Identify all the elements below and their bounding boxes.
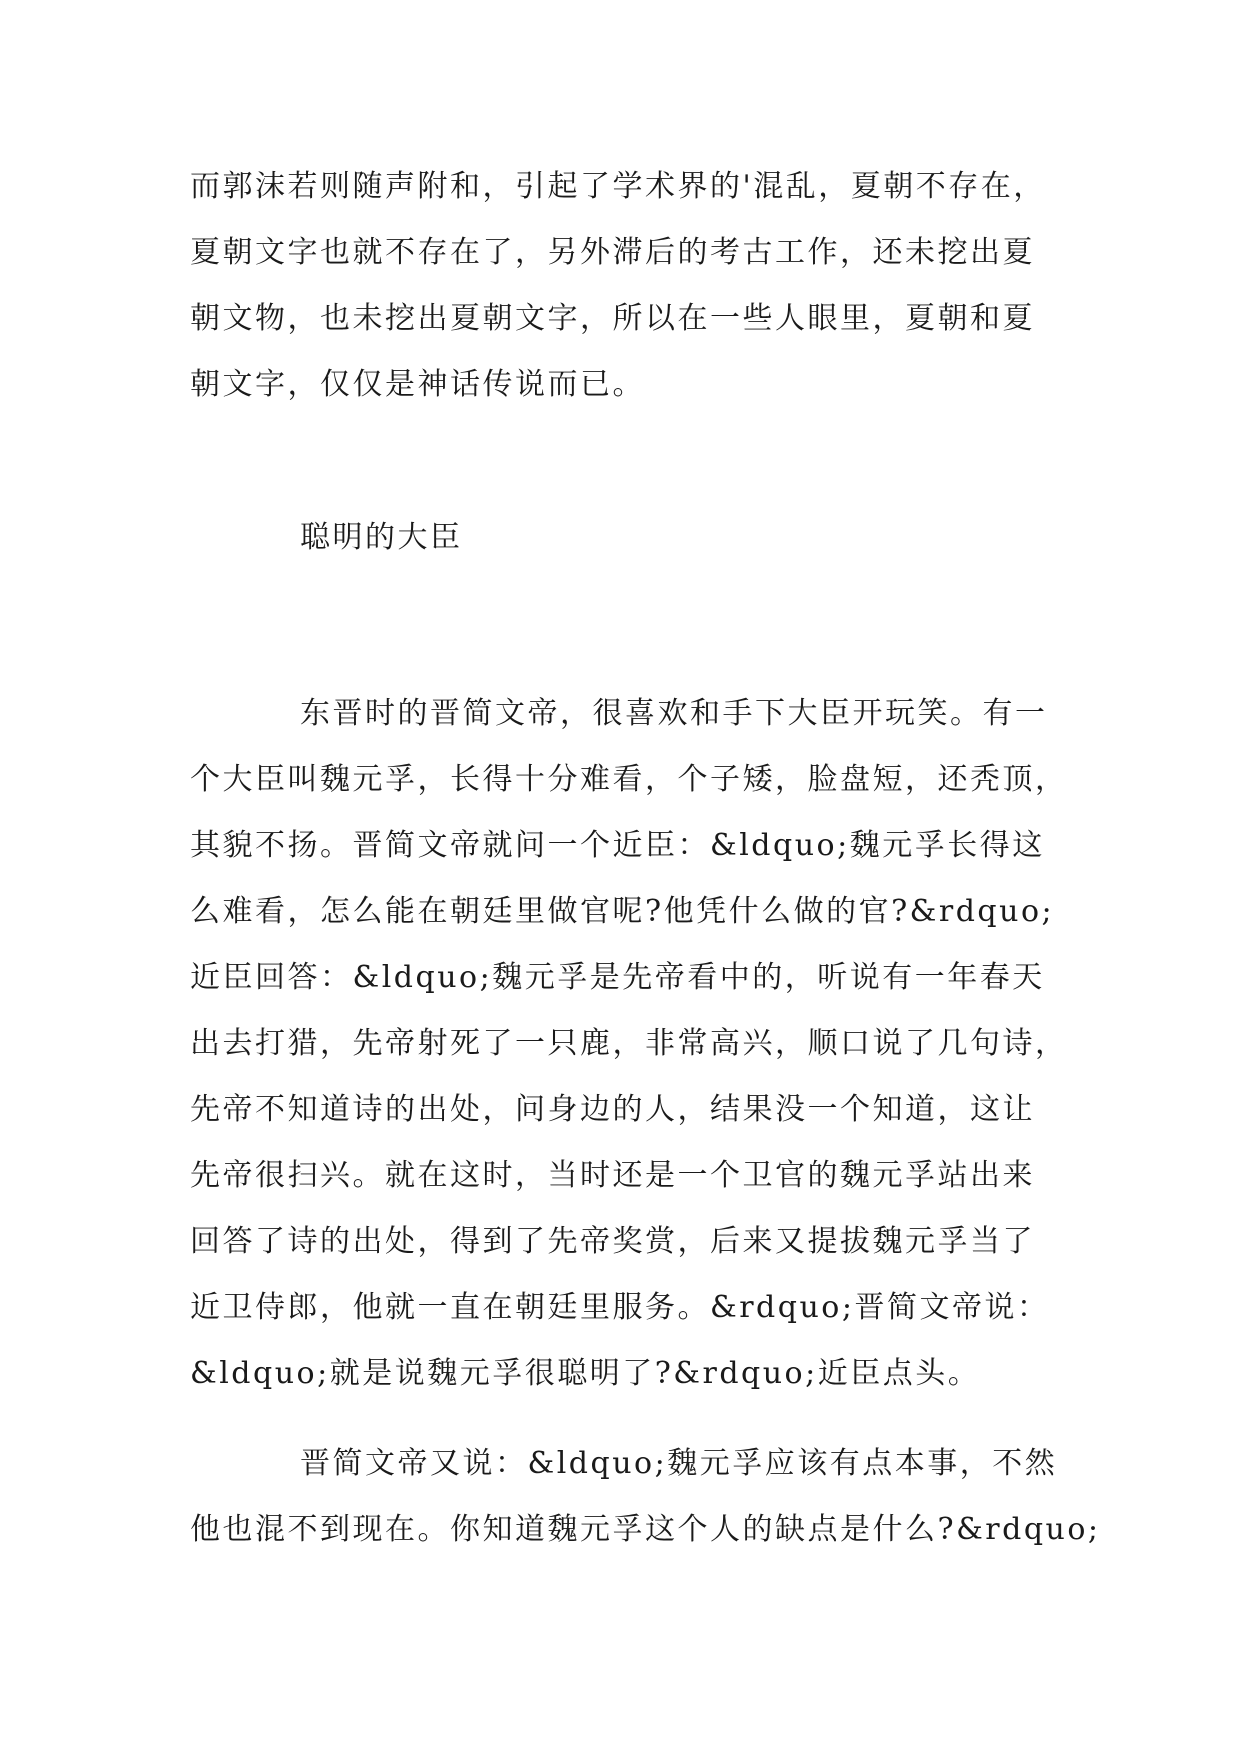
text-line: 东晋时的晋简文帝，很喜欢和手下大臣开玩笑。有一 — [300, 696, 1048, 731]
paragraph-1 — [190, 154, 1070, 418]
text-line: 出去打猎，先帝射死了一只鹿，非常高兴，顺口说了几句诗， — [190, 1026, 1068, 1061]
text-line: 么难看，怎么能在朝廷里做官呢?他凭什么做的官?&rdquo; — [190, 894, 1055, 929]
text-line: 近卫侍郎，他就一直在朝廷里服务。&rdquo;晋简文帝说： — [190, 1290, 1050, 1325]
text-line: 晋简文帝又说：&ldquo;魏元孚应该有点本事，不然 — [300, 1446, 1058, 1481]
text-line: 先帝不知道诗的出处，问身边的人，结果没一个知道，这让 — [190, 1092, 1035, 1127]
text-line: 而郭沫若则随声附和，引起了学术界的'混乱，夏朝不存在， — [190, 169, 1046, 204]
text-line: 回答了诗的出处，得到了先帝奖赏，后来又提拔魏元孚当了 — [190, 1224, 1035, 1259]
text-line: 其貌不扬。晋简文帝就问一个近臣：&ldquo;魏元孚长得这 — [190, 828, 1045, 863]
section-heading-block — [190, 505, 1070, 571]
text-line: &ldquo;就是说魏元孚很聪明了?&rdquo;近臣点头。 — [190, 1356, 981, 1391]
paragraph-2 — [190, 681, 1070, 1407]
text-line: 先帝很扫兴。就在这时，当时还是一个卫官的魏元孚站出来 — [190, 1158, 1035, 1193]
section-heading: 聪明的大臣 — [300, 520, 463, 555]
text-line: 朝文字，仅仅是神话传说而已。 — [190, 367, 645, 402]
text-line: 个大臣叫魏元孚，长得十分难看，个子矮，脸盘短，还秃顶， — [190, 762, 1068, 797]
text-line: 他也混不到现在。你知道魏元孚这个人的缺点是什么?&rdquo; — [190, 1512, 1101, 1547]
text-line: 近臣回答：&ldquo;魏元孚是先帝看中的，听说有一年春天 — [190, 960, 1045, 995]
paragraph-3 — [190, 1431, 1101, 1563]
text-line: 朝文物，也未挖出夏朝文字，所以在一些人眼里，夏朝和夏 — [190, 301, 1035, 336]
text-line: 夏朝文字也就不存在了，另外滞后的考古工作，还未挖出夏 — [190, 235, 1035, 270]
